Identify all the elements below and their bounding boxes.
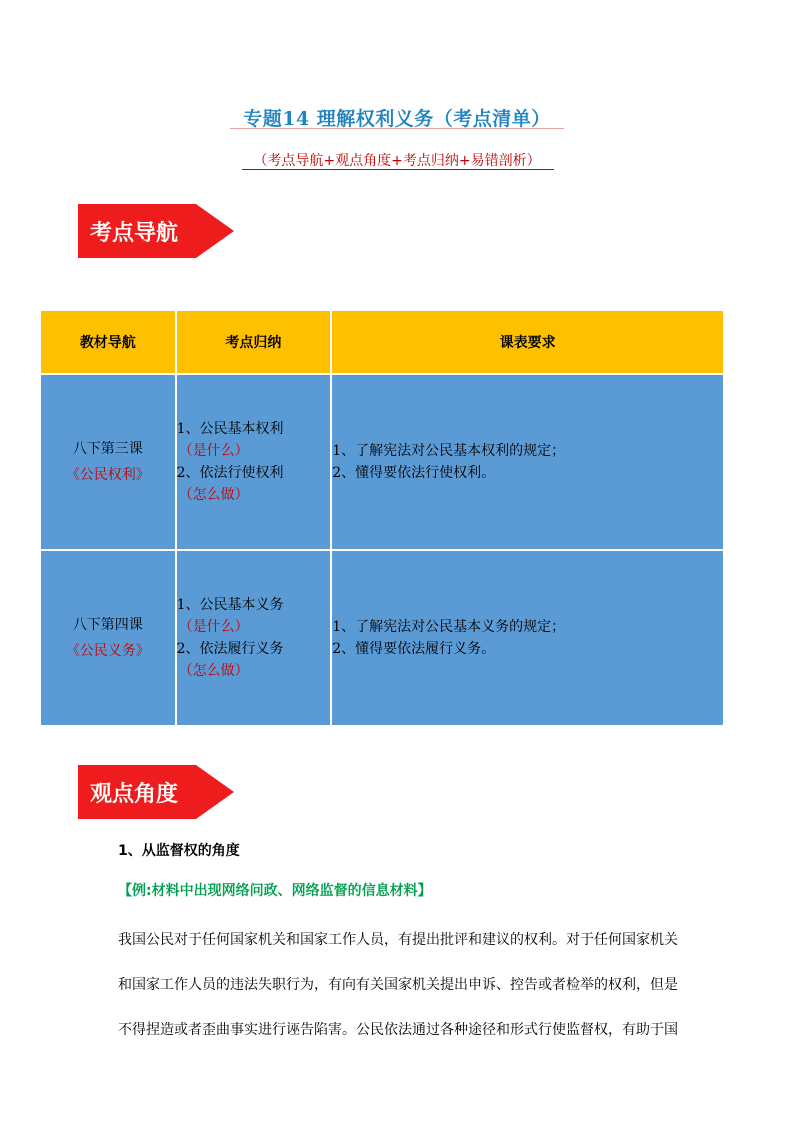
points-cell bbox=[176, 374, 332, 550]
lesson-cell bbox=[40, 550, 176, 726]
points-cell bbox=[176, 550, 332, 726]
point-text: 1、公民基本权利 bbox=[176, 421, 284, 437]
lesson-title: 《公民义务》 bbox=[65, 643, 150, 659]
ribbon-label: 考点导航 bbox=[90, 221, 179, 246]
lesson-name: 八下第三课 bbox=[72, 441, 143, 457]
requirement-text: 1、了解宪法对公民基本权利的规定； bbox=[332, 443, 566, 459]
requirement-text: 1、了解宪法对公民基本义务的规定； bbox=[332, 619, 566, 635]
requirements-cell bbox=[331, 374, 724, 550]
point-text: 2、依法履行义务 bbox=[176, 641, 284, 657]
point-note: （是什么） bbox=[178, 443, 249, 459]
ribbon-label: 观点角度 bbox=[90, 782, 179, 807]
page-subtitle: （考点导航+观点角度+考点归纳+易错剖析） bbox=[253, 153, 541, 169]
table-header-cell: 课表要求 bbox=[331, 310, 724, 374]
point-text: 2、依法行使权利 bbox=[176, 465, 284, 481]
lesson-name: 八下第四课 bbox=[72, 617, 143, 633]
lesson-cell bbox=[40, 374, 176, 550]
table-header-cell: 教材导航 bbox=[40, 310, 176, 374]
table-header-cell: 考点归纳 bbox=[176, 310, 332, 374]
lesson-title: 《公民权利》 bbox=[65, 467, 150, 483]
table-row bbox=[40, 550, 724, 726]
ribbon-arrow-tip bbox=[196, 204, 234, 258]
angle-ribbon bbox=[78, 765, 234, 819]
navigation-table bbox=[39, 309, 725, 727]
requirement-text: 2、懂得要依法履行义务。 bbox=[332, 641, 496, 657]
ribbon-arrow-tip bbox=[196, 765, 234, 819]
page-title: 专题14 理解权利义务（考点清单） bbox=[243, 108, 551, 130]
point-text: 1、公民基本义务 bbox=[176, 597, 284, 613]
title-underline bbox=[230, 128, 564, 129]
table-row bbox=[40, 374, 724, 550]
subtitle-underline bbox=[242, 169, 554, 170]
requirements-cell bbox=[331, 550, 724, 726]
point-note: （怎么做） bbox=[178, 487, 249, 503]
example-note: 【例:材料中出现网络问政、网络监督的信息材料】 bbox=[118, 883, 432, 899]
point-note: （是什么） bbox=[178, 619, 249, 635]
section-heading: 1、从监督权的角度 bbox=[118, 843, 240, 859]
section-paragraph: 我国公民对于任何国家机关和国家工作人员，有提出批评和建议的权利。对于任何国家机关和国家工作人员的违法失职行为，有向有关国家机关提出申诉、控告或者检举的权利，但是不得捏造或者歪曲事实进行诬告陷害。公民依法通过各种途径和形式行使监督权，有助于国 bbox=[118, 932, 678, 1038]
requirement-text: 2、懂得要依法行使权利。 bbox=[332, 465, 496, 481]
point-note: （怎么做） bbox=[178, 663, 249, 679]
table-header-row bbox=[40, 310, 724, 374]
nav-ribbon bbox=[78, 204, 234, 258]
